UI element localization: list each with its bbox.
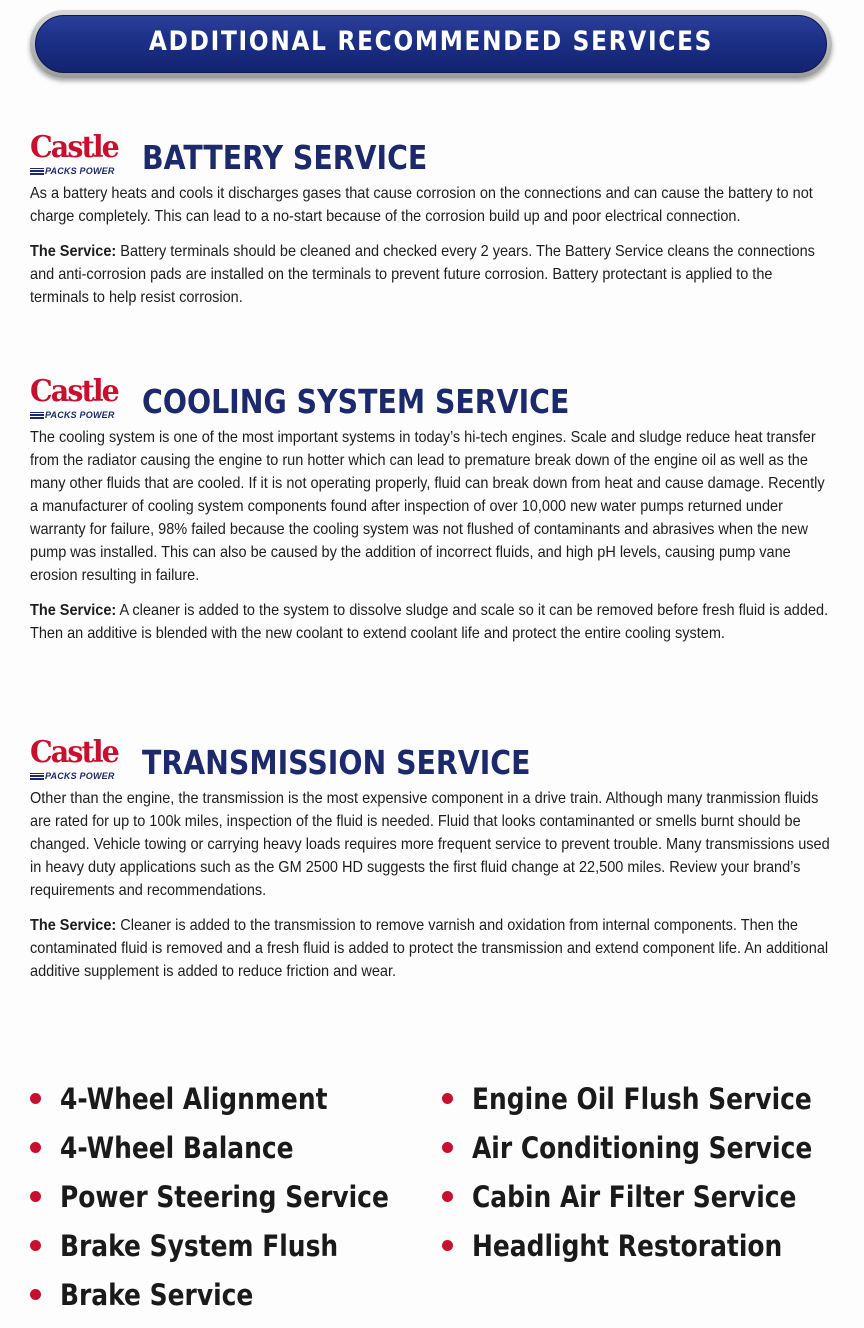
section-description: Other than the engine, the transmission is the most expensive component in a drive train. Although many tranmission fluids are rated for up to 100k miles, inspection of the fluid is needed. Fluid that looks contaminanted or smells burnt should be changed. Vehicle towing or carrying heavy loads requires more frequent service to prevent trouble. Many transmissions used in heavy duty applications such as the GM 2500 HD suggests the first fluid change at 22,500 miles. Review your brand’s requirements and recommendations.	[30, 790, 830, 899]
header-banner	[30, 10, 832, 78]
services-list-right	[442, 1074, 864, 1270]
list-item: Power Steering Service	[30, 1172, 442, 1221]
service-text: Battery terminals should be cleaned and checked every 2 years. The Battery Service cleans the connections and anti-corrosion pads are installed on the terminals to prevent future corrosion. Battery protectant is applied to the terminals to help resist corrosion.	[30, 243, 815, 306]
logo-tagline: PACKS POWER	[45, 166, 115, 176]
bullet-dot-icon	[442, 1240, 453, 1251]
logo-tagline: PACKS POWER	[45, 771, 115, 781]
service-label: The Service:	[30, 602, 117, 619]
section-title: TRANSMISSION SERVICE	[142, 743, 531, 782]
bullet-dot-icon	[442, 1142, 453, 1153]
section-description: The cooling system is one of the most important systems in today’s hi-tech engines. Scale and sludge reduce heat transfer from the radiator causing the engine to run hotter which can lead to premature break down of the engine oil as well as the many other fluids that are cooled. If it is not operating properly, fluid can break down from heat and cause damage. Recently a manufacturer of cooling system components found after inspection of over 10,000 new water pumps returned under warranty for failure, 98% failed because the cooling system was not flushed of contaminants and abrasives when the new pump was installed. This can also be caused by the addition of incorrect fluids, and high pH levels, causing pump vane erosion resulting in failure.	[30, 429, 825, 584]
transmission-service-section	[30, 735, 830, 983]
bullet-dot-icon	[30, 1289, 41, 1300]
logo-tagline: PACKS POWER	[45, 410, 115, 420]
services-list-left	[30, 1074, 442, 1319]
service-paragraph	[30, 240, 830, 309]
banner-title: ADDITIONAL RECOMMENDED SERVICES	[148, 25, 714, 57]
section-header	[30, 735, 830, 783]
section-description: As a battery heats and cools it discharges gases that cause corrosion on the connections and can cause the battery to not charge completely. This can lead to a no-start because of the corrosion build up and poor electrical connection.	[30, 185, 813, 225]
section-header	[30, 374, 830, 422]
section-title: BATTERY SERVICE	[142, 138, 428, 177]
logo-lines-icon	[30, 412, 44, 419]
logo-wordmark: Castle	[30, 374, 118, 409]
list-item: Brake System Flush	[30, 1221, 442, 1270]
bullet-dot-icon	[442, 1093, 453, 1104]
battery-service-section	[30, 130, 830, 309]
service-label: The Service:	[30, 243, 117, 260]
list-item: 4-Wheel Balance	[30, 1123, 442, 1172]
list-item: Headlight Restoration	[442, 1221, 864, 1270]
bullet-dot-icon	[30, 1142, 41, 1153]
list-item: Air Conditioning Service	[442, 1123, 864, 1172]
list-item: Brake Service	[30, 1270, 442, 1319]
service-paragraph	[30, 599, 830, 645]
castle-logo	[30, 376, 128, 422]
service-paragraph	[30, 914, 830, 983]
bullet-dot-icon	[442, 1191, 453, 1202]
bullet-dot-icon	[30, 1191, 41, 1202]
logo-lines-icon	[30, 168, 44, 175]
castle-logo	[30, 132, 128, 178]
logo-wordmark: Castle	[30, 735, 118, 770]
section-header	[30, 130, 830, 178]
list-item: Cabin Air Filter Service	[442, 1172, 864, 1221]
service-text: Cleaner is added to the transmission to remove varnish and oxidation from internal components. Then the contaminated fluid is removed and a fresh fluid is added to protect the transmission and extend component life. An additional additive supplement is added to reduce friction and wear.	[30, 917, 829, 980]
logo-lines-icon	[30, 773, 44, 780]
castle-logo	[30, 737, 128, 783]
logo-wordmark: Castle	[30, 130, 118, 165]
bullet-dot-icon	[30, 1240, 41, 1251]
service-text: A cleaner is added to the system to dissolve sludge and scale so it can be removed before fresh fluid is added. Then an additive is blended with the new coolant to extend coolant life and protect the entire cooling system.	[30, 602, 829, 642]
cooling-system-service-section	[30, 374, 830, 645]
service-label: The Service:	[30, 917, 117, 934]
list-item: Engine Oil Flush Service	[442, 1074, 864, 1123]
header-banner-inner	[35, 15, 827, 73]
bullet-dot-icon	[30, 1093, 41, 1104]
section-title: COOLING SYSTEM SERVICE	[142, 382, 570, 421]
list-item: 4-Wheel Alignment	[30, 1074, 442, 1123]
